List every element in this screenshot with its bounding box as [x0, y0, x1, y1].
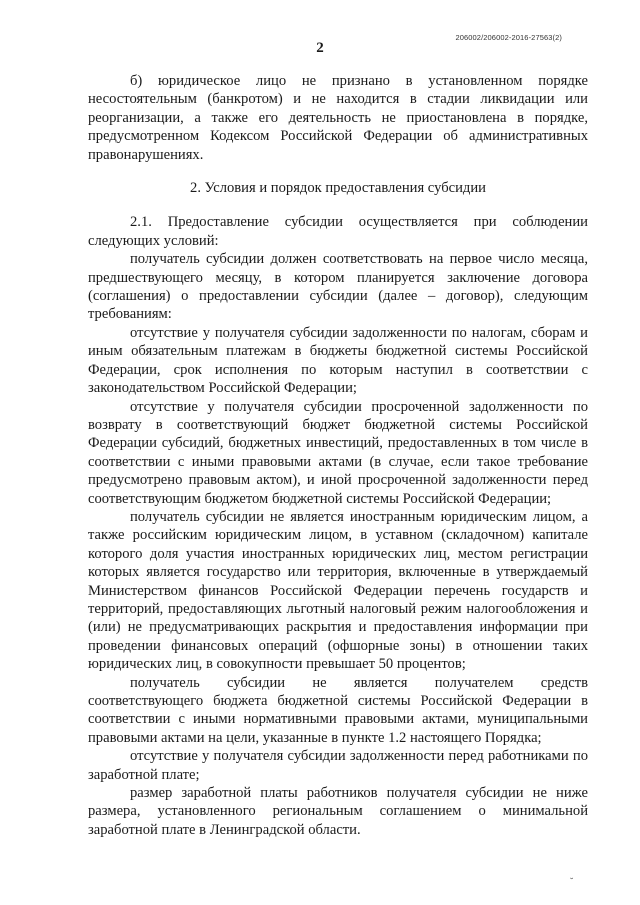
paragraph-2-1: 2.1. Предоставление субсидии осуществляется при соблюдении следующих условий:	[88, 214, 588, 249]
document-id: 206002/206002-2016-27563(2)	[455, 33, 562, 42]
section-heading: 2. Условия и порядок предоставления субсидии	[190, 180, 486, 197]
page-number: 2	[316, 40, 324, 56]
paragraph-not-budget-recipient: получатель субсидии не является получателем средств соответствующего бюджета бюджетной системы Российской Федерации в соответствии с иными нормативными правовыми актами, муниципальными правовыми актами на цели, указанные в пункте 1.2 настоящего Порядка;	[88, 674, 588, 746]
paragraph-not-foreign-entity: получатель субсидии не является иностранным юридическим лицом, а также российским юридическим лицом, в уставном (складочном) капитале которого доля участия иностранных юридических лиц, местом регистрации которых является государство или территория, включенные в утверждаемый Министерством финансов Российской Федерации перечень государств и территорий, предоставляющих льготный налоговый режим налогообложения и (или) не предусматривающих раскрытия и предоставления информации при проведении финансовых операций (офшорные зоны) в отношении таких юридических лиц, в совокупности превышает 50 процентов;	[88, 508, 588, 673]
paragraph-no-tax-debt: отсутствие у получателя субсидии задолженности по налогам, сборам и иным обязательным платежам в бюджеты бюджетной системы Российской Федерации, срок исполнения по которым наступил в соответствии с законодательством Российской Федерации;	[88, 324, 588, 397]
paragraph-requirements-intro: получатель субсидии должен соответствовать на первое число месяца, предшествующего месяцу, в котором планируется заключение договора (соглашения) о предоставлении субсидии (далее – договор), следующим требованиям:	[88, 251, 588, 323]
document-body	[88, 72, 588, 839]
paragraph-no-overdue-debt: отсутствие у получателя субсидии просроченной задолженности по возврату в соответствующий бюджет бюджетной системы Российской Федерации субсидий, бюджетных инвестиций, предоставленных в том числе в соответствии с иными правовыми актами (в случае, если такое требование предусмотрено правовым актом), и иной просроченной задолженности перед соответствующим бюджетом бюджетной системы Российской Федерации;	[88, 398, 588, 507]
paragraph-no-wage-debt: отсутствие у получателя субсидии задолженности перед работниками по заработной плате;	[88, 748, 588, 783]
paragraph-minimum-wage: размер заработной платы работников получателя субсидии не ниже размера, установленного региональным соглашением о минимальной заработной плате в Ленинградской области.	[88, 785, 588, 838]
paragraph-bankruptcy: б) юридическое лицо не признано в установленном порядке несостоятельным (банкротом) и не находится в стадии ликвидации или реорганизации, а также его деятельность не приостановлена в порядке, предусмотренном Кодексом Российской Федерации об административных правонарушениях.	[88, 73, 588, 163]
scan-mark: ˘	[570, 877, 574, 888]
